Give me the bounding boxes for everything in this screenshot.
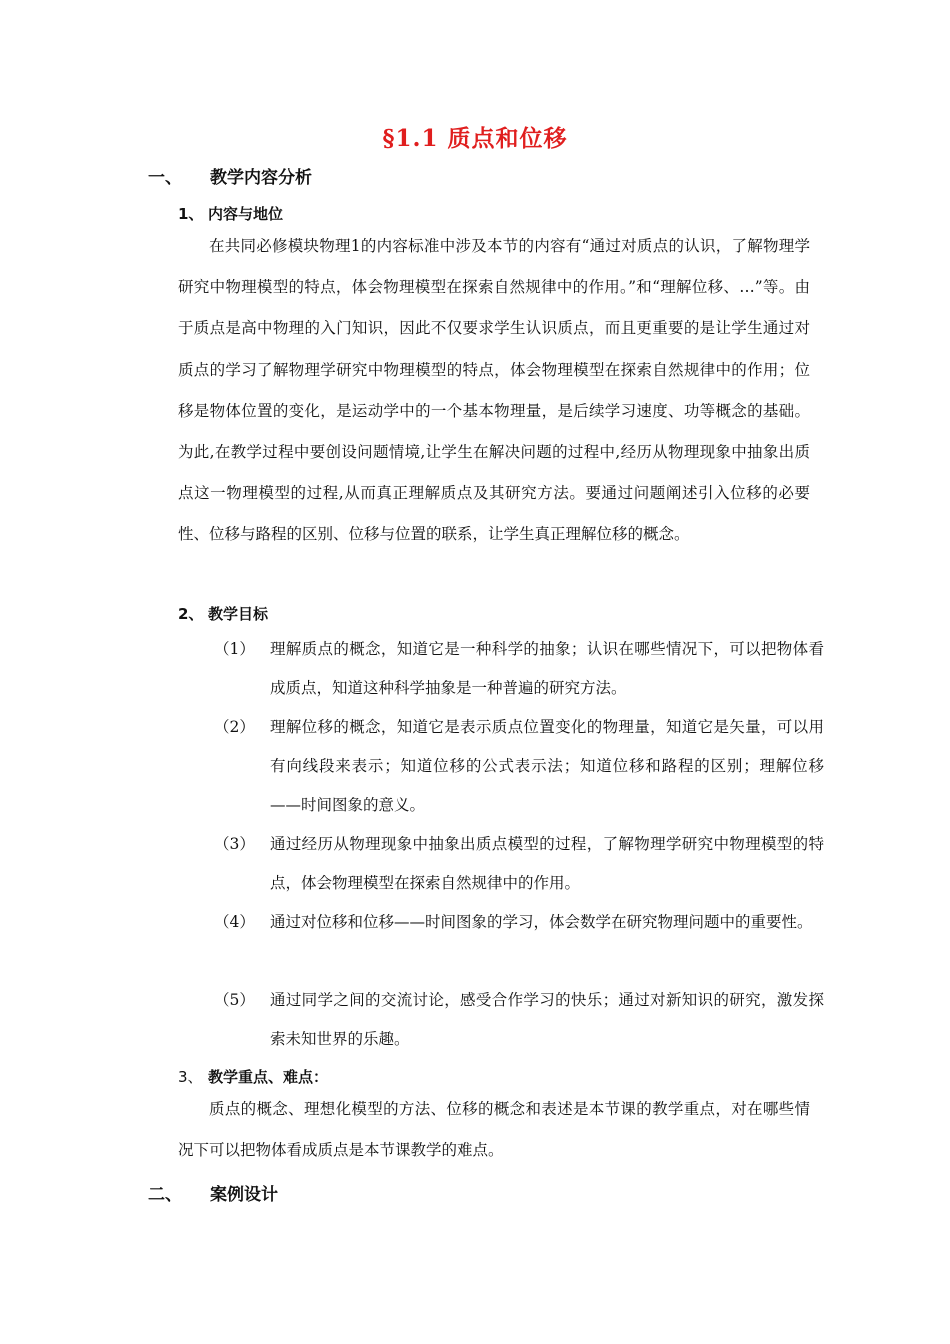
goal-number: （5）: [214, 991, 255, 1009]
section-number: 一、: [148, 168, 182, 188]
content-position-paragraph: 在共同必修模块物理1的内容标准中涉及本节的内容有“通过对质点的认识，了解物理学研究中物理模型的特点，体会物理模型在探索自然规律中的作用。”和“理解位移、…”等。由于质点是高中物理的入门知识，因此不仅要求学生认识质点，而且更重要的是让学生通过对质点的学习了解物理学研究中物理模型的特点，体会物理模型在探索自然规律中的作用；位移是物体位置的变化，是运动学中的一个基本物理量，是后续学习速度、功等概念的基础。为此,在教学过程中要创设问题情境,让学生在解决问题的过程中,经历从物理现象中抽象出质点这一物理模型的过程,从而真正理解质点及其研究方法。要通过问题阐述引入位移的必要性、位移与路程的区别、位移与位置的联系，让学生真正理解位移的概念。: [178, 237, 810, 544]
key-points-paragraph: 质点的概念、理想化模型的方法、位移的概念和表述是本节课的教学重点，对在哪些情况下可以把物体看成质点是本节课教学的难点。: [178, 1100, 810, 1160]
goal-item-2: [214, 708, 824, 825]
goal-number: （4）: [214, 913, 255, 931]
section-heading-one: [148, 163, 312, 188]
subsection-title: 教学重点、难点：: [208, 1068, 329, 1086]
section-heading-two: [148, 1180, 278, 1205]
goal-item-5: [214, 981, 824, 1059]
goal-item-1: [214, 630, 824, 708]
goal-number: （1）: [214, 640, 255, 658]
goal-text: 通过经历从物理现象中抽象出质点模型的过程，了解物理学研究中物理模型的特点，体会物理模型在探索自然规律中的作用。: [270, 835, 824, 892]
subsection-title: 教学目标: [208, 605, 269, 623]
subsection-heading-1: [178, 203, 283, 224]
goal-number: （3）: [214, 835, 255, 853]
subsection-number: 1、: [178, 205, 204, 223]
subsection-number: 2、: [178, 605, 204, 623]
subsection-title: 内容与地位: [208, 205, 284, 223]
section-number: 二、: [148, 1185, 182, 1205]
subsection-heading-3: [178, 1066, 328, 1087]
goal-text: 理解质点的概念，知道它是一种科学的抽象；认识在哪些情况下，可以把物体看成质点，知道这种科学抽象是一种普遍的研究方法。: [270, 640, 824, 697]
section-title: 教学内容分析: [210, 168, 312, 188]
goal-text: 理解位移的概念，知道它是表示质点位置变化的物理量，知道它是矢量，可以用有向线段来表示；知道位移的公式表示法；知道位移和路程的区别；理解位移——时间图象的意义。: [270, 718, 824, 814]
goal-item-4: [214, 903, 814, 981]
subsection-number: 3、: [178, 1068, 203, 1086]
goal-text: 通过对位移和位移——时间图象的学习，体会数学在研究物理问题中的重要性。: [270, 913, 813, 931]
goal-text: 通过同学之间的交流讨论，感受合作学习的快乐；通过对新知识的研究，激发探索未知世界的乐趣。: [270, 991, 824, 1048]
section-title: 案例设计: [210, 1185, 278, 1205]
goal-item-3: [214, 825, 824, 903]
document-title: §1.1 质点和位移: [382, 125, 568, 152]
subsection-heading-2: [178, 603, 268, 624]
goal-number: （2）: [214, 718, 255, 736]
